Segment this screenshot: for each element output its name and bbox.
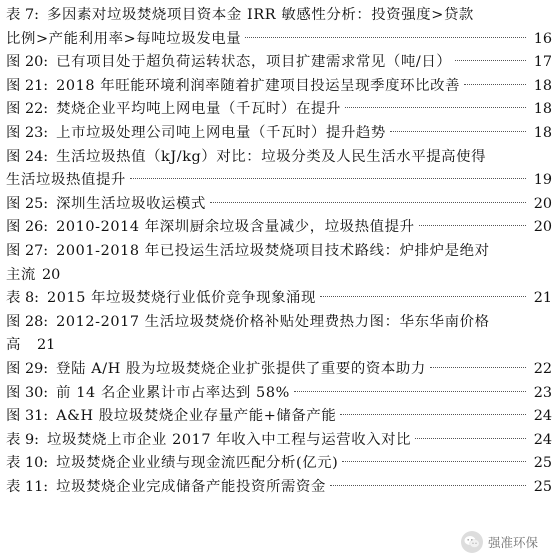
toc-entry[interactable] bbox=[6, 311, 552, 358]
entry-title: 2018 年旺能环境利润率随着扩建项目投运呈现季度环比改善 bbox=[56, 77, 461, 94]
entry-page-number: 19 bbox=[533, 172, 552, 189]
entry-label: 图 26: bbox=[6, 219, 49, 236]
dot-leader bbox=[415, 438, 526, 439]
dot-leader bbox=[210, 202, 526, 203]
toc-entry[interactable] bbox=[6, 4, 552, 51]
dot-leader bbox=[419, 225, 526, 226]
entry-label: 图 25: bbox=[6, 195, 49, 212]
dot-leader bbox=[455, 60, 526, 61]
dot-leader bbox=[330, 485, 526, 486]
entry-page-number: 18 bbox=[533, 124, 552, 141]
toc-entry[interactable] bbox=[6, 122, 552, 146]
entry-page-number: 22 bbox=[533, 360, 552, 377]
entry-title: 垃圾焚烧上市企业 2017 年收入中工程与运营收入对比 bbox=[46, 431, 412, 448]
entry-label: 图 31: bbox=[6, 408, 49, 425]
entry-page-number: 20 bbox=[533, 219, 552, 236]
dot-leader bbox=[130, 178, 526, 179]
watermark bbox=[461, 531, 538, 553]
toc-entry[interactable] bbox=[6, 476, 552, 500]
entry-label: 表 8: bbox=[6, 290, 39, 307]
entry-page-number: 16 bbox=[533, 30, 552, 47]
dot-leader bbox=[294, 391, 526, 392]
entry-label: 表 10: bbox=[6, 455, 49, 472]
dot-leader bbox=[390, 131, 526, 132]
entry-title: 2001-2018 年已投运生活垃圾焚烧项目技术路线：炉排炉是绝对 bbox=[56, 242, 490, 259]
entry-title-continued: 高 bbox=[6, 337, 21, 354]
entry-title: 多因素对垃圾焚烧项目资本金 IRR 敏感性分析：投资强度>贷款 bbox=[46, 7, 474, 23]
entry-label: 图 22: bbox=[6, 101, 49, 118]
entry-page-number: 17 bbox=[533, 54, 552, 71]
entry-title: 生活垃圾热值（kJ/kg）对比：垃圾分类及人民生活水平提高使得 bbox=[56, 148, 487, 165]
entry-title: 2012-2017 生活垃圾焚烧价格补贴处理费热力图：华东华南价格 bbox=[56, 313, 490, 330]
entry-label: 图 30: bbox=[6, 384, 49, 401]
dot-leader bbox=[464, 84, 526, 85]
entry-title: 深圳生活垃圾收运模式 bbox=[56, 195, 207, 212]
dot-leader bbox=[430, 367, 526, 368]
entry-title: 前 14 名企业累计市占率达到 58% bbox=[56, 384, 290, 401]
toc-entry[interactable] bbox=[6, 51, 552, 75]
table-of-contents bbox=[6, 4, 552, 499]
entry-page-number: 24 bbox=[533, 431, 552, 448]
entry-page-number: 20 bbox=[41, 266, 61, 283]
entry-page-number: 21 bbox=[37, 337, 56, 354]
entry-title: 已有项目处于超负荷运转状态，项目扩建需求常见（吨/日） bbox=[56, 54, 452, 71]
entry-label: 表 11: bbox=[6, 478, 49, 495]
entry-title-continued: 生活垃圾热值提升 bbox=[6, 172, 126, 189]
toc-entry[interactable] bbox=[6, 405, 552, 429]
toc-entry[interactable] bbox=[6, 452, 552, 476]
dot-leader bbox=[245, 37, 526, 38]
wechat-logo-icon bbox=[461, 531, 483, 553]
entry-label: 图 23: bbox=[6, 124, 49, 141]
entry-title-continued: 主流 bbox=[6, 266, 36, 283]
entry-page-number: 20 bbox=[533, 195, 552, 212]
toc-entry[interactable] bbox=[6, 75, 552, 99]
watermark-text: 强准环保 bbox=[487, 535, 538, 550]
dot-leader bbox=[320, 296, 526, 297]
entry-title-continued: 比例>产能利用率>每吨垃圾发电量 bbox=[6, 30, 242, 47]
entry-page-number: 25 bbox=[533, 478, 552, 495]
entry-page-number: 21 bbox=[533, 290, 552, 307]
entry-page-number: 24 bbox=[533, 408, 552, 425]
entry-page-number: 18 bbox=[533, 101, 552, 118]
toc-entry[interactable] bbox=[6, 216, 552, 240]
entry-title: 上市垃圾处理公司吨上网电量（千瓦时）提升趋势 bbox=[56, 124, 386, 141]
toc-entry[interactable] bbox=[6, 382, 552, 406]
toc-entry[interactable] bbox=[6, 429, 552, 453]
entry-page-number: 18 bbox=[533, 77, 552, 94]
entry-label: 图 24: bbox=[6, 148, 49, 165]
toc-entry[interactable] bbox=[6, 287, 552, 311]
entry-title: 垃圾焚烧企业完成储备产能投资所需资金 bbox=[56, 478, 326, 495]
entry-title: A&H 股垃圾焚烧企业存量产能+储备产能 bbox=[56, 408, 337, 425]
entry-title: 垃圾焚烧企业业绩与现金流匹配分析(亿元) bbox=[56, 455, 339, 472]
entry-title: 焚烧企业平均吨上网电量（千瓦时）在提升 bbox=[56, 101, 341, 118]
entry-label: 图 28: bbox=[6, 313, 49, 330]
entry-label: 图 29: bbox=[6, 360, 49, 377]
toc-entry[interactable] bbox=[6, 98, 552, 122]
toc-entry[interactable] bbox=[6, 146, 552, 193]
toc-entry[interactable] bbox=[6, 193, 552, 217]
entry-title: 2015 年垃圾焚烧行业低价竞争现象涌现 bbox=[46, 290, 317, 307]
dot-leader bbox=[342, 461, 526, 462]
toc-entry[interactable] bbox=[6, 240, 552, 287]
dot-leader bbox=[345, 107, 526, 108]
toc-entry[interactable] bbox=[6, 358, 552, 382]
entry-label: 图 27: bbox=[6, 242, 49, 259]
entry-label: 表 9: bbox=[6, 431, 39, 448]
entry-label: 表 7: bbox=[6, 7, 39, 23]
entry-label: 图 20: bbox=[6, 54, 49, 71]
entry-label: 图 21: bbox=[6, 77, 49, 94]
entry-title: 2010-2014 年深圳厨余垃圾含量减少，垃圾热值提升 bbox=[56, 219, 415, 236]
entry-page-number: 25 bbox=[533, 455, 552, 472]
dot-leader bbox=[340, 414, 526, 415]
entry-page-number: 23 bbox=[533, 384, 552, 401]
entry-title: 登陆 A/H 股为垃圾焚烧企业扩张提供了重要的资本助力 bbox=[56, 360, 426, 377]
